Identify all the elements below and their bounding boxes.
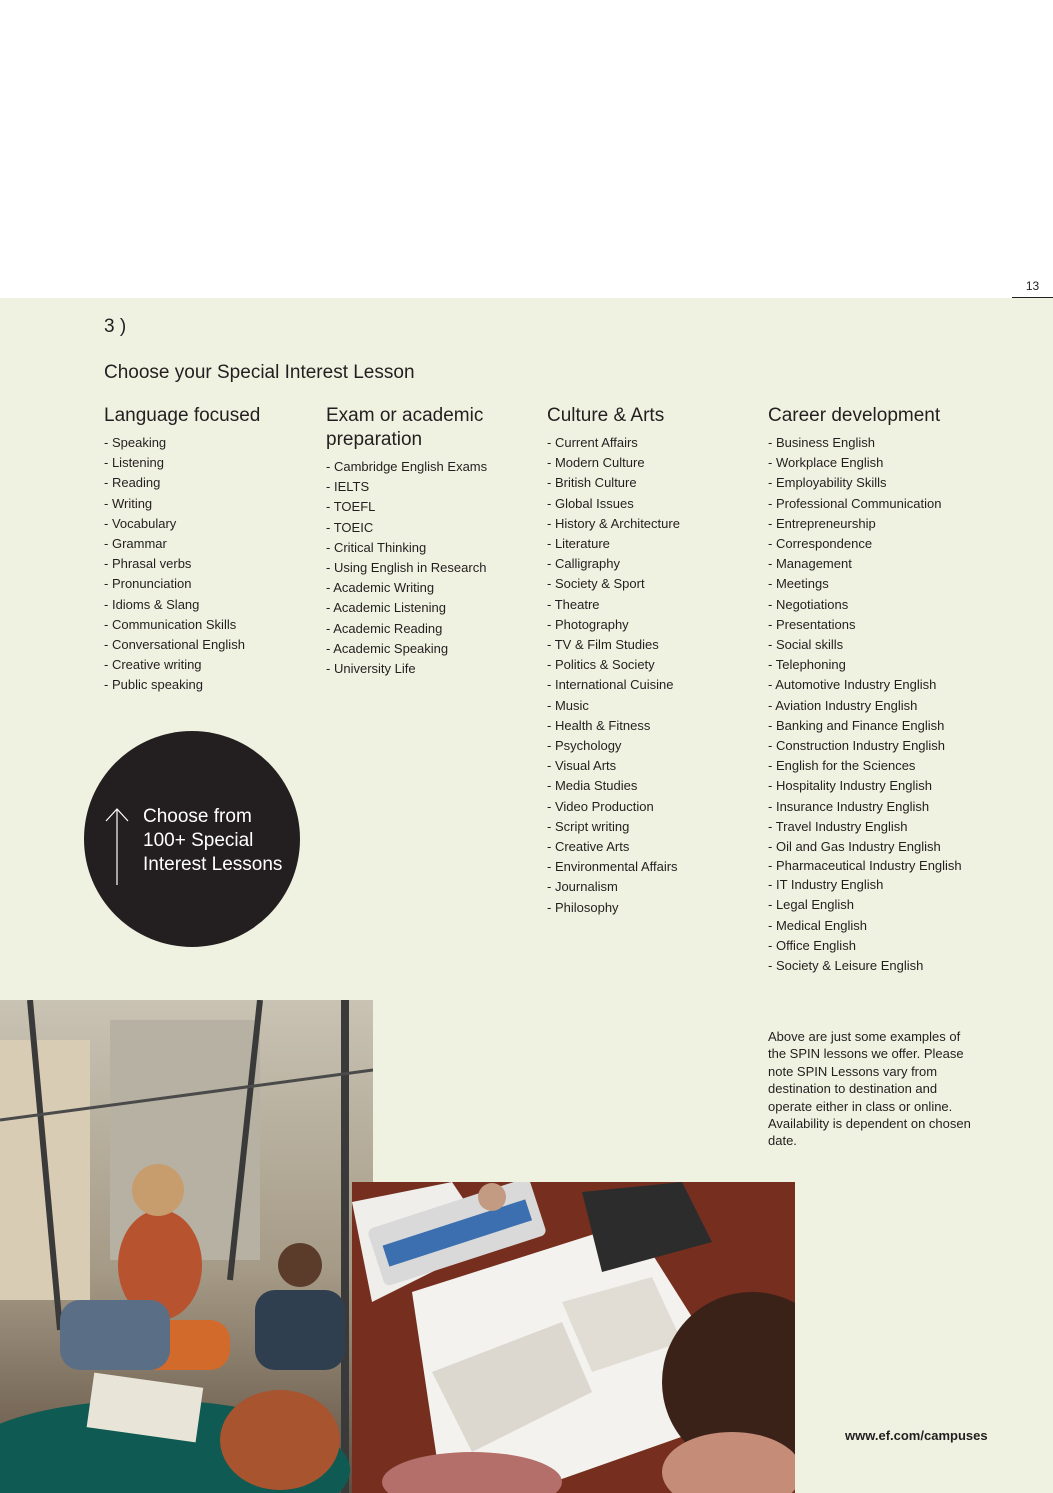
footer-url: www.ef.com/campuses (845, 1428, 988, 1443)
lesson-item: - TOEFL (326, 497, 541, 517)
lesson-item: - English for the Sciences (768, 756, 983, 776)
lesson-item: - Creative Arts (547, 837, 762, 857)
lesson-item: - Media Studies (547, 776, 762, 796)
lesson-item: - University Life (326, 659, 541, 679)
page-number: 13 (1012, 279, 1053, 298)
arrow-up-icon (104, 807, 130, 887)
column-heading: Culture & Arts (547, 405, 665, 426)
lesson-item: - Phrasal verbs (104, 554, 319, 574)
lesson-item: - Society & Leisure English (768, 956, 983, 976)
lesson-item: - Office English (768, 936, 983, 956)
lesson-item: - Theatre (547, 595, 762, 615)
lesson-item: - Literature (547, 534, 762, 554)
section-title: Choose your Special Interest Lesson (104, 362, 415, 383)
lesson-item: - British Culture (547, 473, 762, 493)
lesson-item: - Video Production (547, 797, 762, 817)
lesson-item: - Pharmaceutical Industry English (768, 857, 983, 875)
column-culture-arts (547, 404, 762, 918)
lesson-item: - Academic Reading (326, 619, 541, 639)
lesson-item: - Creative writing (104, 655, 319, 675)
lesson-item: - Script writing (547, 817, 762, 837)
lesson-item: - Employability Skills (768, 473, 983, 493)
lesson-item: - Management (768, 554, 983, 574)
lesson-item: - Automotive Industry English (768, 675, 983, 695)
column-heading: Career development (768, 405, 941, 426)
lesson-list (547, 433, 762, 918)
callout-text: Choose from 100+ Special Interest Lessons (143, 806, 283, 875)
lesson-item: - Psychology (547, 736, 762, 756)
lesson-item: - Vocabulary (104, 514, 319, 534)
lesson-item: - Insurance Industry English (768, 797, 983, 817)
lesson-item: - Communication Skills (104, 615, 319, 635)
lesson-item: - Aviation Industry English (768, 696, 983, 716)
lesson-item: - Speaking (104, 433, 319, 453)
lesson-item: - Health & Fitness (547, 716, 762, 736)
lesson-item: - TOEIC (326, 518, 541, 538)
column-language-focused (104, 404, 319, 696)
lesson-item: - Meetings (768, 574, 983, 594)
lesson-item: - Photography (547, 615, 762, 635)
lesson-item: - Politics & Society (547, 655, 762, 675)
lesson-item: - IT Industry English (768, 875, 983, 895)
lesson-item: - Society & Sport (547, 574, 762, 594)
callout-circle (84, 731, 300, 947)
lesson-item: - International Cuisine (547, 675, 762, 695)
lesson-item: - Business English (768, 433, 983, 453)
lesson-item: - Entrepreneurship (768, 514, 983, 534)
lesson-item: - Academic Writing (326, 578, 541, 598)
lesson-list (768, 433, 983, 976)
step-number: 3 ) (104, 316, 127, 337)
lesson-item: - Global Issues (547, 494, 762, 514)
lesson-item: - History & Architecture (547, 514, 762, 534)
lesson-item: - Professional Communication (768, 494, 983, 514)
lesson-list (104, 433, 319, 696)
lesson-item: - Workplace English (768, 453, 983, 473)
availability-note: Above are just some examples of the SPIN lessons we offer. Please note SPIN Lessons vary from destination to destination and operate either in class or online. Availability is dependent on chosen date. (768, 1029, 971, 1149)
lesson-item: - Negotiations (768, 595, 983, 615)
column-career-development (768, 404, 983, 976)
column-heading: Exam or academic preparation (326, 405, 484, 450)
column-heading: Language focused (104, 405, 261, 426)
lesson-item: - Social skills (768, 635, 983, 655)
lesson-item: - TV & Film Studies (547, 635, 762, 655)
lesson-item: - Academic Speaking (326, 639, 541, 659)
lesson-item: - Travel Industry English (768, 817, 983, 837)
lesson-item: - Modern Culture (547, 453, 762, 473)
lesson-item: - Medical English (768, 916, 983, 936)
lesson-item: - Hospitality Industry English (768, 776, 983, 796)
students-discussion-photo (0, 1000, 373, 1493)
lesson-item: - Legal English (768, 895, 983, 915)
lesson-item: - Visual Arts (547, 756, 762, 776)
lesson-item: - Construction Industry English (768, 736, 983, 756)
lesson-item: - Calligraphy (547, 554, 762, 574)
lesson-item: - Critical Thinking (326, 538, 541, 558)
lesson-item: - Environmental Affairs (547, 857, 762, 877)
lesson-item: - Music (547, 696, 762, 716)
lesson-item: - Cambridge English Exams (326, 457, 541, 477)
lesson-item: - Idioms & Slang (104, 595, 319, 615)
lesson-item: - Philosophy (547, 898, 762, 918)
lesson-item: - Telephoning (768, 655, 983, 675)
lesson-list (326, 457, 541, 679)
lesson-item: - Reading (104, 473, 319, 493)
lesson-item: - IELTS (326, 477, 541, 497)
art-drawing-photo (352, 1182, 795, 1493)
lesson-item: - Presentations (768, 615, 983, 635)
lesson-item: - Banking and Finance English (768, 716, 983, 736)
lesson-item: - Writing (104, 494, 319, 514)
lesson-item: - Academic Listening (326, 598, 541, 618)
lesson-item: - Public speaking (104, 675, 319, 695)
lesson-item: - Conversational English (104, 635, 319, 655)
lesson-item: - Current Affairs (547, 433, 762, 453)
lesson-item: - Listening (104, 453, 319, 473)
lesson-item: - Oil and Gas Industry English (768, 837, 983, 857)
lesson-item: - Journalism (547, 877, 762, 897)
column-exam-preparation (326, 404, 541, 679)
lesson-item: - Pronunciation (104, 574, 319, 594)
lesson-item: - Grammar (104, 534, 319, 554)
lesson-item: - Correspondence (768, 534, 983, 554)
lesson-item: - Using English in Research (326, 558, 541, 578)
